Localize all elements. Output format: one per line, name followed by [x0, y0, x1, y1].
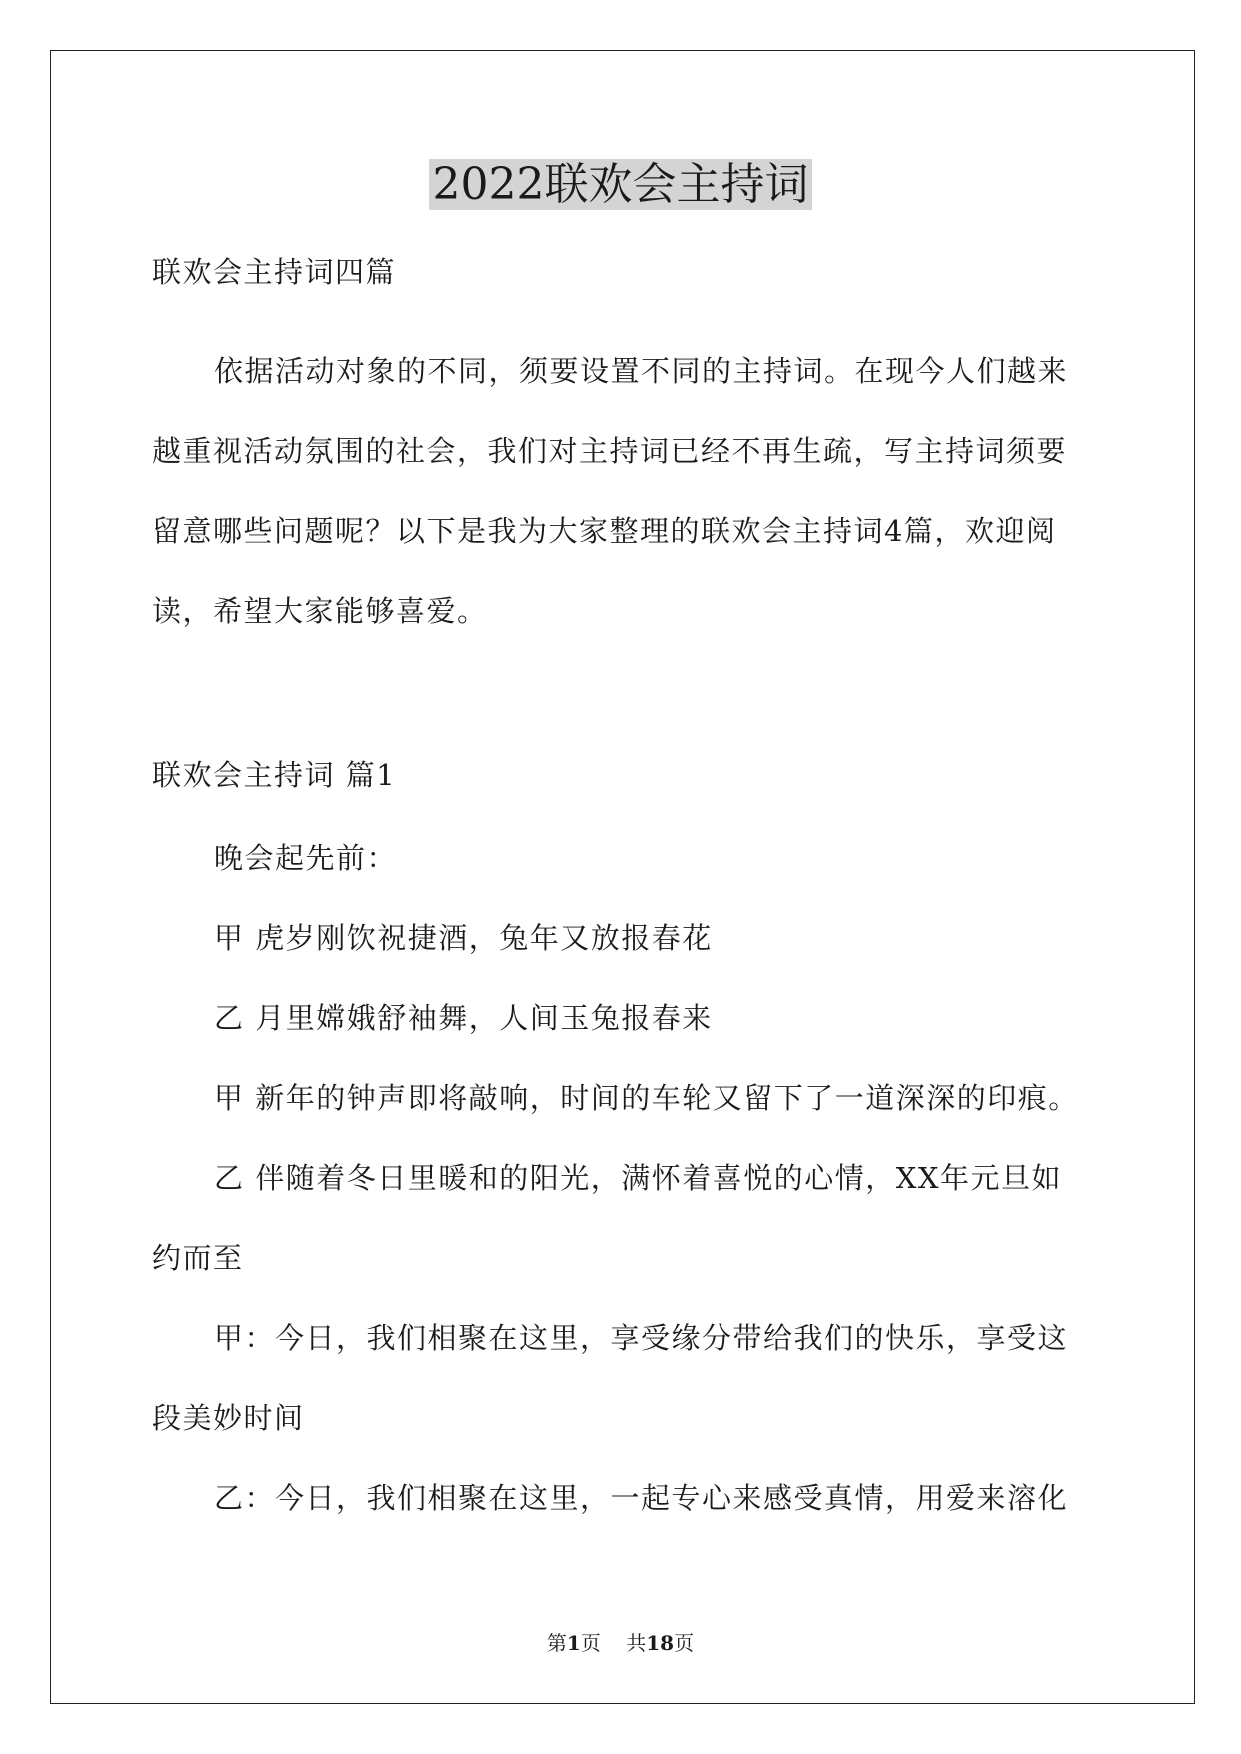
footer-total-pages: 18 [646, 1631, 675, 1655]
paragraph-line: 甲 新年的钟声即将敲响，时间的车轮又留下了一道深深的印痕。 [214, 1081, 1079, 1115]
paragraph-line: 依据活动对象的不同，须要设置不同的主持词。在现今人们越来 [214, 354, 1069, 388]
section-heading: 联欢会主持词 篇1 [152, 758, 397, 792]
paragraph-line: 留意哪些问题呢？以下是我为大家整理的联欢会主持词4篇，欢迎阅 [152, 514, 1057, 548]
paragraph-line: 乙 月里嫦娥舒袖舞，人间玉兔报春来 [214, 1001, 713, 1035]
paragraph-line: 乙 伴随着冬日里暖和的阳光，满怀着喜悦的心情，XX年元旦如 [214, 1161, 1063, 1195]
document-title [0, 155, 1241, 215]
page-footer [0, 1630, 1241, 1656]
paragraph-line: 甲 虎岁刚饮祝捷酒，兔年又放报春花 [214, 921, 713, 955]
paragraph-line: 越重视活动氛围的社会，我们对主持词已经不再生疏，写主持词须要 [152, 434, 1068, 468]
document-title-text: 2022联欢会主持词 [429, 159, 813, 210]
footer-suffix: 页 [674, 1631, 695, 1655]
paragraph-line: 段美妙时间 [152, 1401, 305, 1435]
section-heading: 联欢会主持词四篇 [152, 255, 397, 289]
paragraph-line: 约而至 [152, 1241, 244, 1275]
paragraph-line: 晚会起先前： [214, 841, 398, 875]
footer-middle: 页 共 [580, 1631, 647, 1655]
footer-current-page: 1 [566, 1631, 581, 1655]
footer-prefix: 第 [546, 1631, 567, 1655]
paragraph-line: 甲：今日，我们相聚在这里，享受缘分带给我们的快乐，享受这 [214, 1321, 1069, 1355]
paragraph-line: 读，希望大家能够喜爱。 [152, 594, 488, 628]
paragraph-line: 乙：今日，我们相聚在这里，一起专心来感受真情，用爱来溶化 [214, 1481, 1069, 1515]
